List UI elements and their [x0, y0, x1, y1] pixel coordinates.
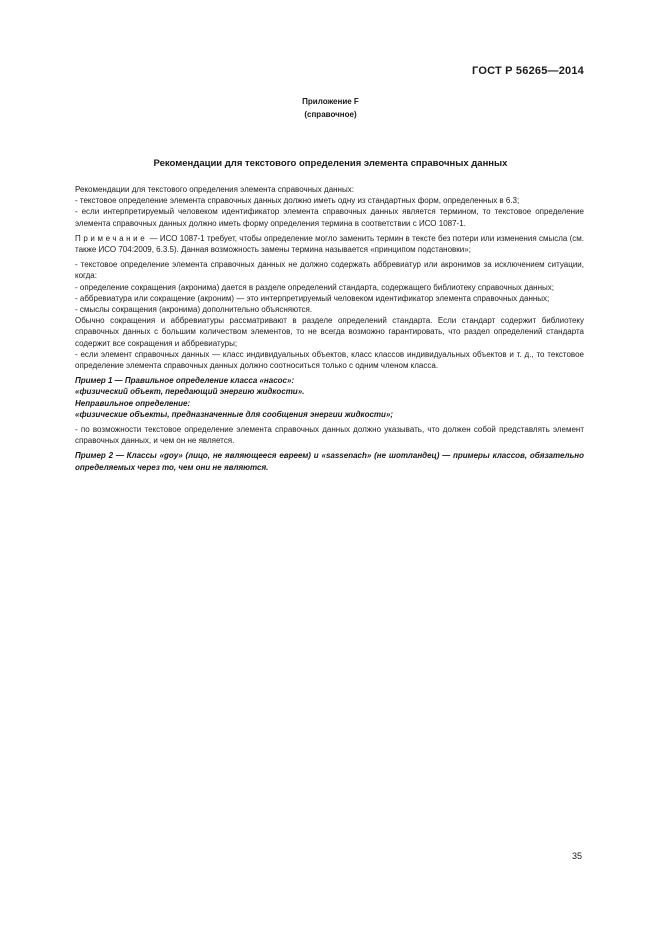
paragraph	[75, 184, 584, 195]
paragraph-text: - если элемент справочных данных — класс индивидуальных объектов, класс классов индивидуальных объектов и т. д., то текстовое определение элемента справочных данных должно соотноситься только с одним членом класса.	[75, 349, 584, 371]
example-1-line: Пример 1 — Правильное определение класса «насос»:	[75, 376, 295, 386]
list-item	[75, 349, 584, 371]
paragraph-text: - текстовое определение элемента справочных данных не должно содержать аббревиатур или акронимов за исключением ситуации, когда:	[75, 260, 584, 281]
standard-code-header: ГОСТ Р 56265—2014	[472, 65, 584, 77]
paragraph-text: - аббревиатура или сокращение (акроним) — это интерпретируемый человеком идентификатор элемента справочных данных;	[75, 293, 550, 303]
list-item	[75, 424, 584, 446]
list-item	[75, 304, 584, 315]
note-label: Примечание	[75, 233, 148, 243]
example-1-line: «физический объект, передающий энергию жидкости».	[75, 387, 305, 397]
list-item	[75, 206, 584, 228]
paragraph-text: - смыслы сокращения (акронима) дополнительно объясняются.	[75, 305, 313, 315]
paragraph-text: - по возможности текстовое определение элемента справочных данных должно указывать, что должен собой представлять элемент справочных данных, и чем он не является.	[75, 425, 584, 446]
note-text: — ИСО 1087-1 требует, чтобы определение могло заменить термин в тексте без потери или изменения смысла (см. также ИСО 704:2009, 6.3.5). Данная возможность замены термина называется «принципом подстановки»;	[75, 233, 584, 255]
list-item	[75, 293, 584, 304]
example-1-line: «физические объекты, предназначенные для сообщения энергии жидкости»;	[75, 409, 394, 419]
note-paragraph	[75, 233, 584, 255]
paragraph	[75, 315, 584, 349]
paragraph-text: - определение сокращения (акронима) дается в разделе определений стандарта, содержащего библиотеку справочных данных;	[75, 282, 554, 292]
paragraph-text: Обычно сокращения и аббревиатуры рассматривают в разделе определений стандарта. Если стандарт содержит библиотеку справочных данных с большим количеством элементов, то не всегда возможно гарантировать, что раздел определений стандарта содержит все сокращения и аббревиатуры;	[75, 316, 584, 348]
example-2: Пример 2 — Классы «goy» (лицо, не являющееся евреем) и «sassenach» (не шотландец) — примеры классов, обязательно определяемых через то, чем они не являются.	[75, 451, 584, 472]
document-body	[75, 184, 584, 473]
list-item	[75, 259, 584, 281]
paragraph-text: Рекомендации для текстового определения элемента справочных данных:	[75, 185, 354, 194]
paragraph-text: - текстовое определение элемента справочных данных должно иметь одну из стандартных форм, определенных в 6.3;	[75, 196, 520, 206]
paragraph-text: - если интерпретируемый человеком идентификатор элемента справочных данных является термином, то текстовое определение элемента справочных данных должно иметь форму определения термина в соответствии с ИСО 1087-1.	[75, 207, 584, 228]
list-item	[75, 195, 584, 206]
section-title: Рекомендации для текстового определения элемента справочных данных	[153, 158, 508, 169]
example-1-line: Неправильное определение:	[75, 398, 191, 408]
annex-type: (справочное)	[304, 110, 357, 119]
list-item	[75, 282, 584, 293]
annex-title: Приложение F	[302, 97, 359, 106]
page-number: 35	[571, 851, 582, 861]
